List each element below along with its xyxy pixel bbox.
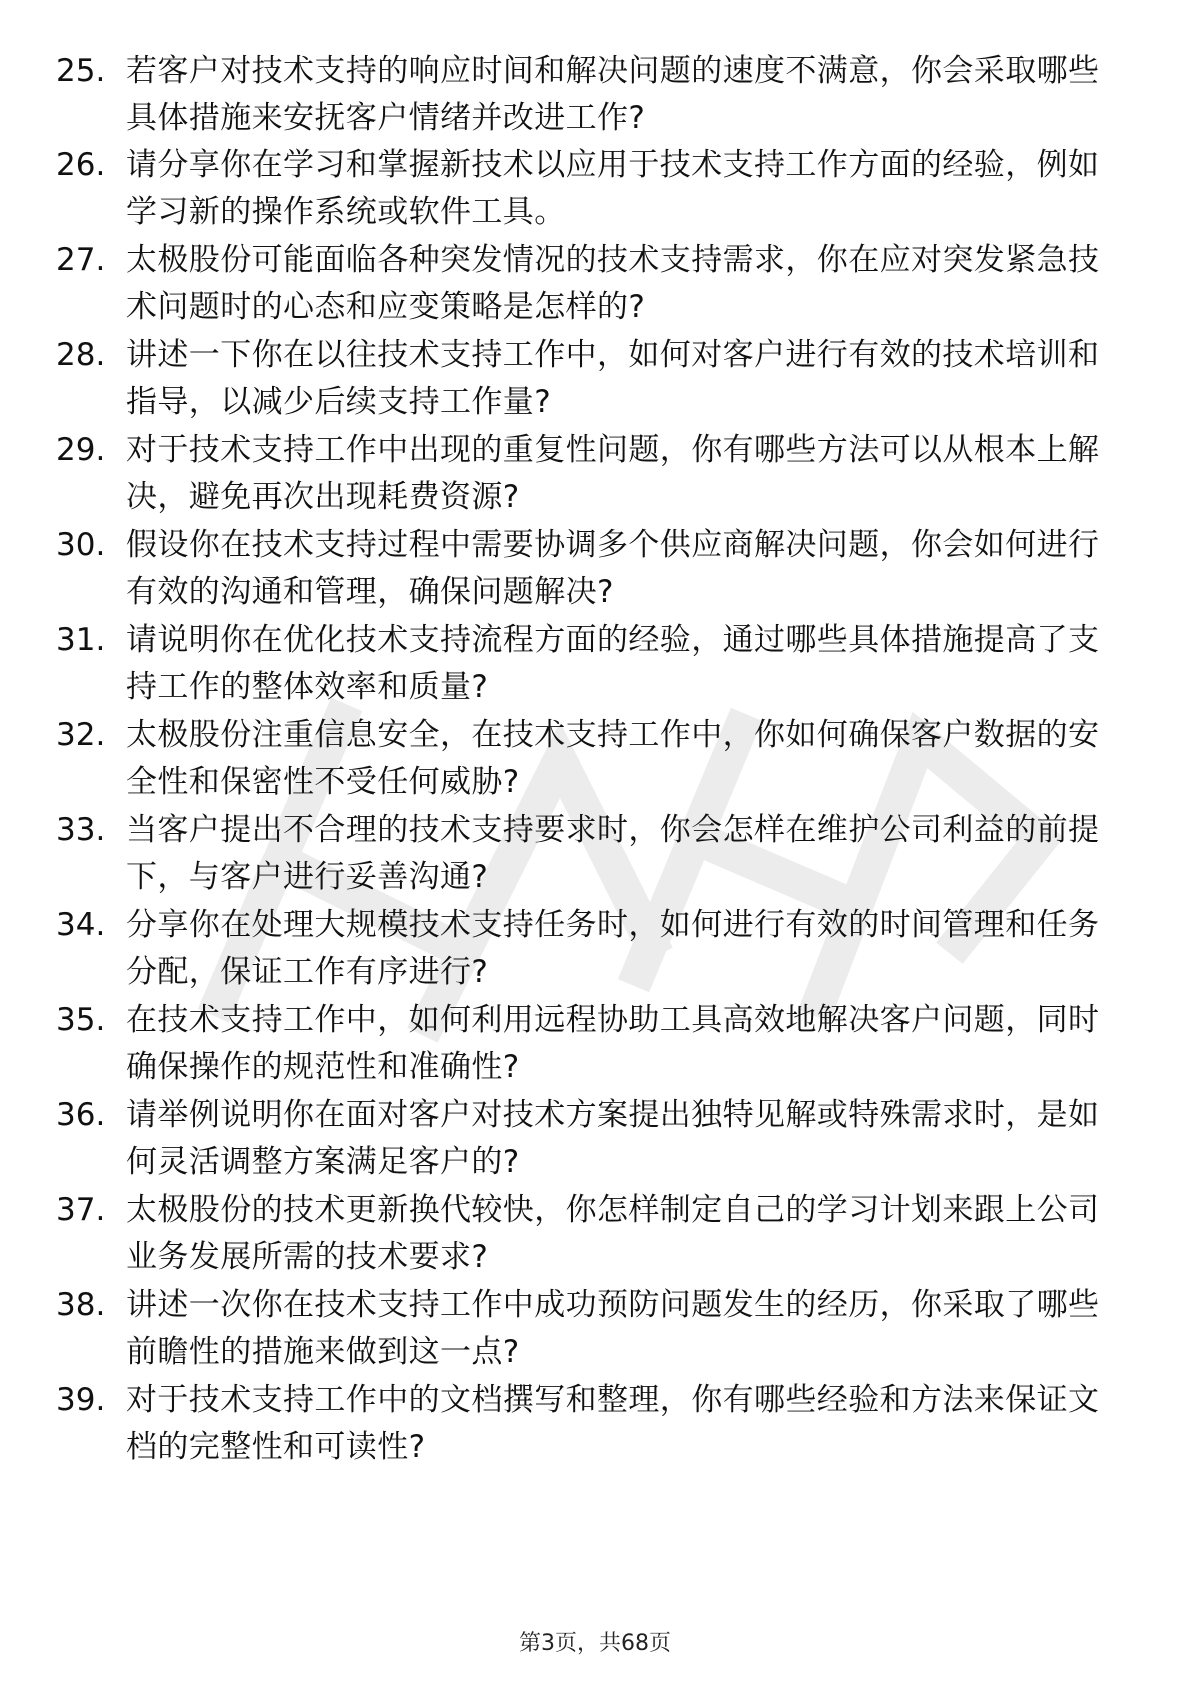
question-text: 当客户提出不合理的技术支持要求时，你会怎样在维护公司利益的前提下，与客户进行妥善沟通? xyxy=(126,812,1100,895)
question-text: 在技术支持工作中，如何利用远程协助工具高效地解决客户问题，同时确保操作的规范性和准确性? xyxy=(126,1002,1100,1085)
question-number: 39. xyxy=(56,1382,106,1418)
question-text: 若客户对技术支持的响应时间和解决问题的速度不满意，你会采取哪些具体措施来安抚客户情绪并改进工作? xyxy=(126,53,1100,136)
question-item xyxy=(56,1282,1116,1382)
question-text: 太极股份注重信息安全，在技术支持工作中，你如何确保客户数据的安全性和保密性不受任何威胁? xyxy=(126,717,1100,800)
question-number: 32. xyxy=(56,717,106,753)
question-item xyxy=(56,1377,1116,1477)
question-item xyxy=(56,617,1116,717)
question-item xyxy=(56,1092,1116,1192)
question-number: 38. xyxy=(56,1287,106,1323)
question-item xyxy=(56,142,1116,242)
question-text: 请说明你在优化技术支持流程方面的经验，通过哪些具体措施提高了支持工作的整体效率和质量? xyxy=(126,622,1100,705)
question-text: 分享你在处理大规模技术支持任务时，如何进行有效的时间管理和任务分配，保证工作有序进行? xyxy=(126,907,1100,990)
question-text: 太极股份可能面临各种突发情况的技术支持需求，你在应对突发紧急技术问题时的心态和应变策略是怎样的? xyxy=(126,242,1100,325)
question-item xyxy=(56,712,1116,812)
question-text: 讲述一次你在技术支持工作中成功预防问题发生的经历，你采取了哪些前瞻性的措施来做到这一点? xyxy=(126,1287,1100,1370)
question-item xyxy=(56,1187,1116,1287)
question-number: 25. xyxy=(56,53,106,89)
question-number: 28. xyxy=(56,337,106,373)
question-number: 30. xyxy=(56,527,106,563)
question-item xyxy=(56,237,1116,337)
question-item xyxy=(56,902,1116,1002)
question-text: 请举例说明你在面对客户对技术方案提出独特见解或特殊需求时，是如何灵活调整方案满足客户的? xyxy=(126,1097,1100,1180)
question-number: 31. xyxy=(56,622,106,658)
question-item xyxy=(56,427,1116,527)
question-number: 27. xyxy=(56,242,106,278)
page-number: 第3页，共68页 xyxy=(519,1631,671,1656)
question-item xyxy=(56,997,1116,1097)
question-text: 对于技术支持工作中的文档撰写和整理，你有哪些经验和方法来保证文档的完整性和可读性? xyxy=(126,1382,1100,1465)
question-number: 29. xyxy=(56,432,106,468)
question-number: 26. xyxy=(56,147,106,183)
question-item xyxy=(56,807,1116,907)
question-item xyxy=(56,48,1116,148)
question-item xyxy=(56,332,1116,432)
question-item xyxy=(56,522,1116,622)
question-number: 37. xyxy=(56,1192,106,1228)
question-text: 对于技术支持工作中出现的重复性问题，你有哪些方法可以从根本上解决，避免再次出现耗费资源? xyxy=(126,432,1100,515)
question-number: 34. xyxy=(56,907,106,943)
question-number: 33. xyxy=(56,812,106,848)
question-text: 请分享你在学习和掌握新技术以应用于技术支持工作方面的经验，例如学习新的操作系统或软件工具。 xyxy=(126,147,1100,230)
question-text: 太极股份的技术更新换代较快，你怎样制定自己的学习计划来跟上公司业务发展所需的技术要求? xyxy=(126,1192,1100,1275)
question-text: 讲述一下你在以往技术支持工作中，如何对客户进行有效的技术培训和指导，以减少后续支持工作量? xyxy=(126,337,1100,420)
question-number: 36. xyxy=(56,1097,106,1133)
question-number: 35. xyxy=(56,1002,106,1038)
question-text: 假设你在技术支持过程中需要协调多个供应商解决问题，你会如何进行有效的沟通和管理，确保问题解决? xyxy=(126,527,1100,610)
